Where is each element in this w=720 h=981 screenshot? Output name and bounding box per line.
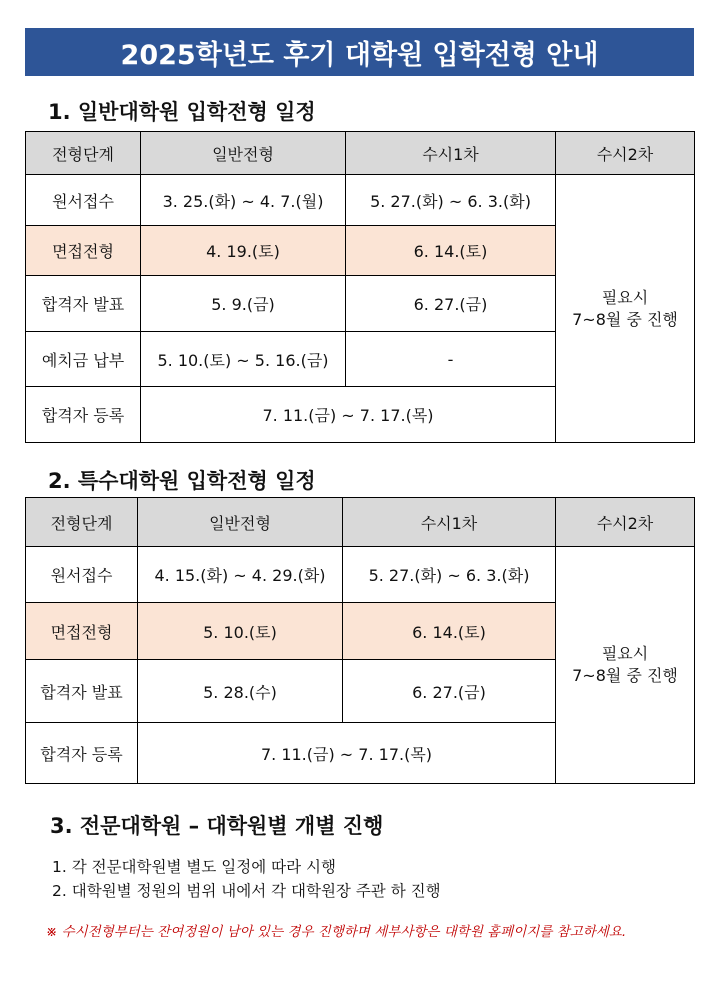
professional-notes <box>52 855 441 903</box>
early1-cell: - <box>346 332 556 387</box>
registration-merged-cell: 7. 11.(금) ~ 7. 17.(목) <box>141 387 556 443</box>
early1-cell: 6. 14.(토) <box>346 226 556 276</box>
header-early2: 수시2차 <box>556 498 695 547</box>
regular-cell: 4. 15.(화) ~ 4. 29.(화) <box>138 547 343 603</box>
regular-cell: 5. 28.(수) <box>138 660 343 723</box>
stage-cell: 합격자 등록 <box>26 723 138 784</box>
early2-line1: 필요시 <box>601 287 649 307</box>
special-schedule-table <box>25 497 695 784</box>
stage-cell: 면접전형 <box>26 603 138 660</box>
early2-merged-cell <box>556 175 695 443</box>
header-early1: 수시1차 <box>346 132 556 175</box>
early2-line1: 필요시 <box>601 644 649 664</box>
section-3-heading: 3. 전문대학원 – 대학원별 개별 진행 <box>50 814 384 838</box>
header-stage: 전형단계 <box>26 132 141 175</box>
note-item: 2. 대학원별 정원의 범위 내에서 각 대학원장 주관 하 진행 <box>52 882 441 900</box>
stage-cell: 면접전형 <box>26 226 141 276</box>
stage-cell: 원서접수 <box>26 175 141 226</box>
stage-cell: 합격자 등록 <box>26 387 141 443</box>
table-header-row <box>26 132 695 175</box>
registration-merged-cell: 7. 11.(금) ~ 7. 17.(목) <box>138 723 556 784</box>
early2-line2: 7~8월 중 진행 <box>572 309 678 329</box>
stage-cell: 원서접수 <box>26 547 138 603</box>
section-1-heading: 1. 일반대학원 입학전형 일정 <box>48 100 316 124</box>
footnote: ※ 수시전형부터는 잔여정원이 남아 있는 경우 진행하며 세부사항은 대학원 홈페이지를 참고하세요. <box>46 924 627 940</box>
regular-cell: 5. 10.(토) ~ 5. 16.(금) <box>141 332 346 387</box>
early2-line2: 7~8월 중 진행 <box>572 666 678 685</box>
table-row <box>26 175 695 226</box>
stage-cell: 예치금 납부 <box>26 332 141 387</box>
section-2-heading: 2. 특수대학원 입학전형 일정 <box>48 469 316 493</box>
general-schedule-table <box>25 131 695 443</box>
stage-cell: 합격자 발표 <box>26 660 138 723</box>
early1-cell: 6. 27.(금) <box>343 660 556 723</box>
early2-merged-cell <box>556 547 695 784</box>
early1-cell: 5. 27.(화) ~ 6. 3.(화) <box>343 547 556 603</box>
regular-cell: 5. 10.(토) <box>138 603 343 660</box>
header-regular: 일반전형 <box>141 132 346 175</box>
note-item: 1. 각 전문대학원별 별도 일정에 따라 시행 <box>52 858 336 876</box>
regular-cell: 4. 19.(토) <box>141 226 346 276</box>
regular-cell: 5. 9.(금) <box>141 276 346 332</box>
table-header-row <box>26 498 695 547</box>
early1-cell: 6. 27.(금) <box>346 276 556 332</box>
header-early1: 수시1차 <box>343 498 556 547</box>
header-early2: 수시2차 <box>556 132 695 175</box>
early1-cell: 6. 14.(토) <box>343 603 556 660</box>
header-stage: 전형단계 <box>26 498 138 547</box>
stage-cell: 합격자 발표 <box>26 276 141 332</box>
early1-cell: 5. 27.(화) ~ 6. 3.(화) <box>346 175 556 226</box>
header-regular: 일반전형 <box>138 498 343 547</box>
page-title-banner <box>25 28 694 76</box>
regular-cell: 3. 25.(화) ~ 4. 7.(월) <box>141 175 346 226</box>
table-row <box>26 547 695 603</box>
page-title: 2025학년도 후기 대학원 입학전형 안내 <box>120 39 599 71</box>
